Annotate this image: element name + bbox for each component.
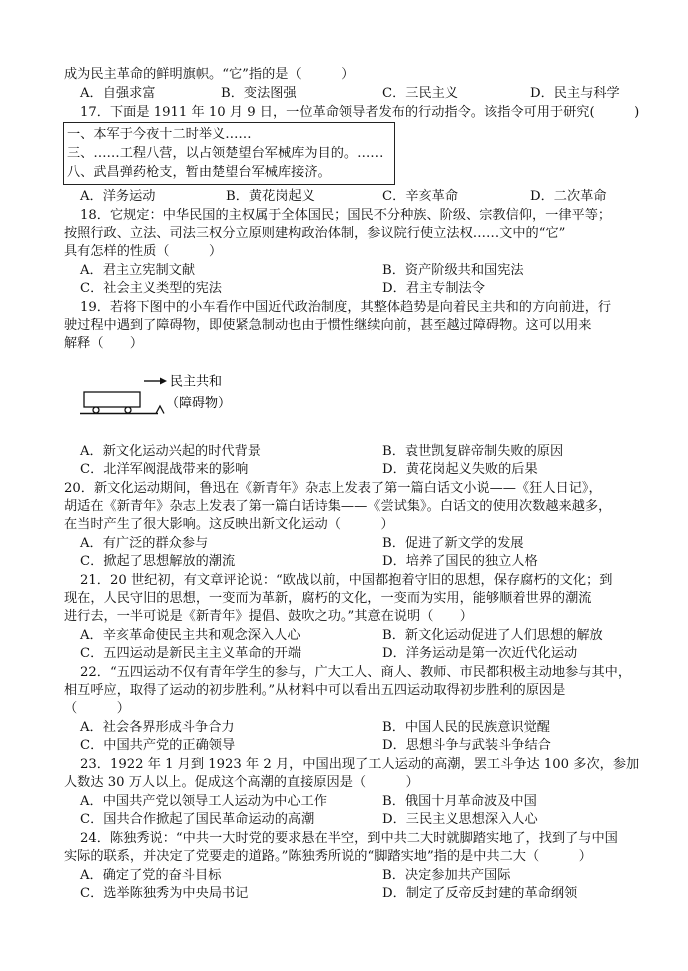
question-19-stem-3: 解释（ ） [64,336,144,351]
question-22-stem-1: 22．“五四运动不仅有青年学生的参与，广大工人、商人、教师、市民都积极主动地参与其中， [80,665,632,680]
q21-option-d[interactable]: D．洋务运动是第一次近代化运动 [382,646,578,661]
obstacle-label: （障碍物） [166,396,232,411]
q21-option-a[interactable]: A．辛亥革命使民主共和观念深入人心 [80,628,301,643]
cart-wheel-left [93,407,99,413]
q16-option-b[interactable]: B．变法图强 [221,86,297,101]
order-quote-box [63,122,395,185]
q23-option-a[interactable]: A．中国共产党以领导工人运动为中心工作 [80,794,327,809]
q21-option-c[interactable]: C．五四运动是新民主主义革命的开端 [80,646,302,661]
q16-option-d[interactable]: D．民主与科学 [530,86,620,101]
cart-body [84,392,140,407]
q19-option-b[interactable]: B．袁世凯复辟帝制失败的原因 [382,444,564,459]
question-20-stem-2: 胡适在《新青年》杂志上发表了第一篇白话诗集——《尝试集》。白话文的使用次数越来越多， [64,499,612,514]
q18-option-d[interactable]: D．君主专制法令 [382,281,485,296]
q18-option-c[interactable]: C．社会主义类型的宪法 [80,281,222,296]
q22-option-a[interactable]: A．社会各界形成斗争合力 [80,720,235,735]
q22-option-b[interactable]: B．中国人民的民族意识觉醒 [382,720,550,735]
q17-option-d[interactable]: D．二次革命 [530,189,607,204]
question-22-stem-3: （ ） [64,701,130,716]
q19-option-a[interactable]: A．新文化运动兴起的时代背景 [80,444,261,459]
q17-option-c[interactable]: C．辛亥革命 [382,189,459,204]
question-17-stem: 17．下面是 1911 年 10 月 9 日，一位革命领导者发布的行动指令。该指令可用于研究( ) [80,105,640,120]
q22-option-d[interactable]: D．思想斗争与武装斗争结合 [382,738,551,753]
order-line-3: 八、武昌弹药枪支，暂由楚望台军械库接济。 [67,165,331,180]
q24-option-c[interactable]: C．选举陈独秀为中央局书记 [80,886,249,901]
question-16-stem-end: 成为民主革命的鲜明旗帜。“它”指的是（ ） [64,67,355,82]
question-22-stem-2: 相互呼应，取得了运动的初步胜利。”从材料中可以看出五四运动取得初步胜利的原因是 [64,683,566,698]
question-18-stem-2: 按照行政、立法、司法三权分立原则建构政治体制，参议院行使立法权……文中的“它” [64,226,566,241]
question-23-stem-1: 23．1922 年 1 月到 1923 年 2 月，中国出现了工人运动的高潮，罢工斗争达 100 多次，参加 [80,757,640,772]
q23-option-c[interactable]: C．国共合作掀起了国民革命运动的高潮 [80,812,315,827]
question-19-stem-1: 19．若将下图中的小车看作中国近代政治制度，其整体趋势是向着民主共和的方向前进，行 [80,300,612,315]
question-18-stem-3: 具有怎样的性质（ ） [64,244,223,259]
q17-option-b[interactable]: B．黄花岗起义 [226,189,315,204]
q20-option-c[interactable]: C．掀起了思想解放的潮流 [80,554,236,569]
order-line-2: 三、……工程八营，以占领楚望台军械库为目的。…… [67,146,384,161]
q24-option-b[interactable]: B．决定参加共产国际 [382,868,511,883]
q17-option-a[interactable]: A．洋务运动 [80,189,156,204]
obstacle-mark [156,406,164,414]
question-19-stem-2: 驶过程中遇到了障碍物，即使紧急制动也由于惯性继续向前，甚至越过障碍物。这可以用来 [64,318,592,333]
q20-option-b[interactable]: B．促进了新文学的发展 [382,536,524,551]
question-20-stem-1: 20．新文化运动期间，鲁迅在《新青年》杂志上发表了第一篇白话文小说——《狂人日记》， [64,481,602,496]
q16-option-a[interactable]: A．自强求富 [80,86,156,101]
q21-option-b[interactable]: B．新文化运动促进了人们思想的解放 [382,628,603,643]
question-21-stem-2: 现在，人民守旧的思想，一变而为革新，腐朽的文化，一变而为实用，能够顺着世界的潮流 [64,591,592,606]
cart-diagram [80,372,250,420]
q22-option-c[interactable]: C．中国共产党的正确领导 [80,738,236,753]
q24-option-a[interactable]: A．确定了党的奋斗目标 [80,868,222,883]
q20-option-a[interactable]: A．有广泛的群众参与 [80,536,209,551]
question-24-stem-1: 24．陈独秀说：“中共一大时党的要求悬在半空，到中共二大时就脚踏实地了，找到了与中国 [80,831,618,846]
q18-option-a[interactable]: A．君主立宪制文献 [80,263,196,278]
direction-arrow-head [160,378,167,385]
cart-wheel-right [125,407,131,413]
q20-option-d[interactable]: D．培养了国民的独立人格 [382,554,538,569]
q23-option-b[interactable]: B．俄国十月革命波及中国 [382,794,537,809]
order-line-1: 一、本军于今夜十二时举义…… [67,127,252,142]
q23-option-d[interactable]: D．三民主义思想深入人心 [382,812,538,827]
q19-option-c[interactable]: C．北洋军阀混战带来的影响 [80,462,249,477]
q24-option-d[interactable]: D．制定了反帝反封建的革命纲领 [382,886,578,901]
q18-option-b[interactable]: B．资产阶级共和国宪法 [382,263,524,278]
question-24-stem-2: 实际的联系，并决定了党要走的道路。”陈独秀所说的“脚踏实地”指的是中共二大（ ） [64,849,592,864]
q19-option-d[interactable]: D．黄花岗起义失败的后果 [382,462,538,477]
question-21-stem-3: 进行去，一半可说是《新青年》提倡、鼓吹之功。”其意在说明（ ） [64,609,473,624]
q16-option-c[interactable]: C．三民主义 [382,86,459,101]
question-23-stem-2: 人数达 30 万人以上。促成这个高潮的直接原因是（ ） [64,775,419,790]
arrow-label: 民主共和 [170,374,223,390]
question-20-stem-3: 在当时产生了很大影响。这反映出新文化运动（ ） [64,517,394,532]
question-18-stem-1: 18．它规定：中华民国的主权属于全体国民；国民不分种族、阶级、宗教信仰，一律平等； [80,208,612,223]
question-21-stem-1: 21．20 世纪初，有文章评论说：“欧战以前，中国都抱着守旧的思想，保存腐朽的文化；到 [80,573,613,588]
